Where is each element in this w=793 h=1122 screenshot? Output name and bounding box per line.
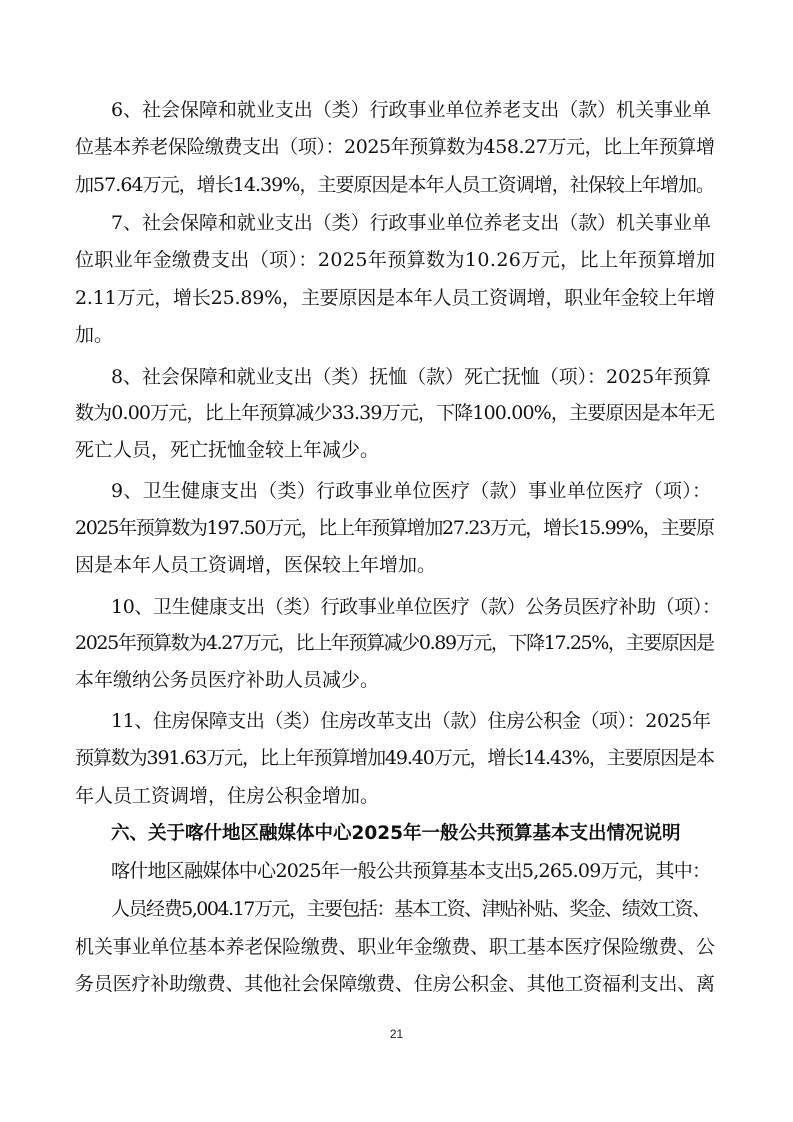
para-6-line-3: 加57.64万元，增长14.39%，主要原因是本年人员工资调增，社保较上年增加。 xyxy=(75,174,715,196)
para-11-line-3: 年人员工资调增，住房公积金增加。 xyxy=(75,785,380,807)
para-9-line-3: 因是本年人员工资调增，医保较上年增加。 xyxy=(75,554,437,576)
para-10-line-3: 本年缴纳公务员医疗补助人员减少。 xyxy=(75,669,380,691)
para-7-line-2: 位职业年金缴费支出（项）：2025年预算数为10.26万元，比上年预算增加 xyxy=(75,249,716,271)
para-10-line-2: 2025年预算数为4.27万元，比上年预算减少0.89万元，下降17.25%，主要原因是 xyxy=(75,632,714,654)
para-7-line-1: 7、社会保障和就业支出（类）行政事业单位养老支出（款）机关事业单 xyxy=(111,212,711,234)
para-9-line-1: 9、卫生健康支出（类）行政事业单位医疗（款）事业单位医疗（项）： xyxy=(111,480,712,502)
personnel-line-3: 务员医疗补助缴费、其他社会保障缴费、住房公积金、其他工资福利支出、离 xyxy=(75,973,715,995)
summary-line: 喀什地区融媒体中心2025年一般公共预算基本支出5,265.09万元，其中： xyxy=(111,860,711,882)
para-7-line-3: 2.11万元，增长25.89%，主要原因是本年人员工资调增，职业年金较上年增 xyxy=(75,287,715,309)
section-heading: 六、关于喀什地区融媒体中心2025年一般公共预算基本支出情况说明 xyxy=(111,823,681,844)
para-8-line-2: 数为0.00万元，比上年预算减少33.39万元，下降100.00%，主要原因是本年无 xyxy=(75,402,715,424)
para-6-line-2: 位基本养老保险缴费支出（项）：2025年预算数为458.27万元，比上年预算增 xyxy=(75,136,715,158)
personnel-line-1: 人员经费5,004.17万元，主要包括：基本工资、津贴补贴、奖金、绩效工资、 xyxy=(111,898,710,920)
page-number: 21 xyxy=(389,1027,404,1041)
para-7-line-4: 加。 xyxy=(75,324,114,346)
para-11-line-1: 11、住房保障支出（类）住房改革支出（款）住房公积金（项）：2025年 xyxy=(111,710,711,732)
para-8-line-1: 8、社会保障和就业支出（类）抚恤（款）死亡抚恤（项）：2025年预算 xyxy=(111,366,711,388)
para-9-line-2: 2025年预算数为197.50万元，比上年预算增加27.23万元，增长15.99%，主要原 xyxy=(75,517,714,539)
para-10-line-1: 10、卫生健康支出（类）行政事业单位医疗（款）公务员医疗补助（项）： xyxy=(111,596,721,618)
para-6-line-1: 6、社会保障和就业支出（类）行政事业单位养老支出（款）机关事业单 xyxy=(111,99,711,121)
personnel-line-2: 机关事业单位基本养老保险缴费、职业年金缴费、职工基本医疗保险缴费、公 xyxy=(75,936,715,958)
para-8-line-3: 死亡人员，死亡抚恤金较上年减少。 xyxy=(75,439,380,461)
para-11-line-2: 预算数为391.63万元，比上年预算增加49.40万元，增长14.43%，主要原因是本 xyxy=(75,747,714,769)
